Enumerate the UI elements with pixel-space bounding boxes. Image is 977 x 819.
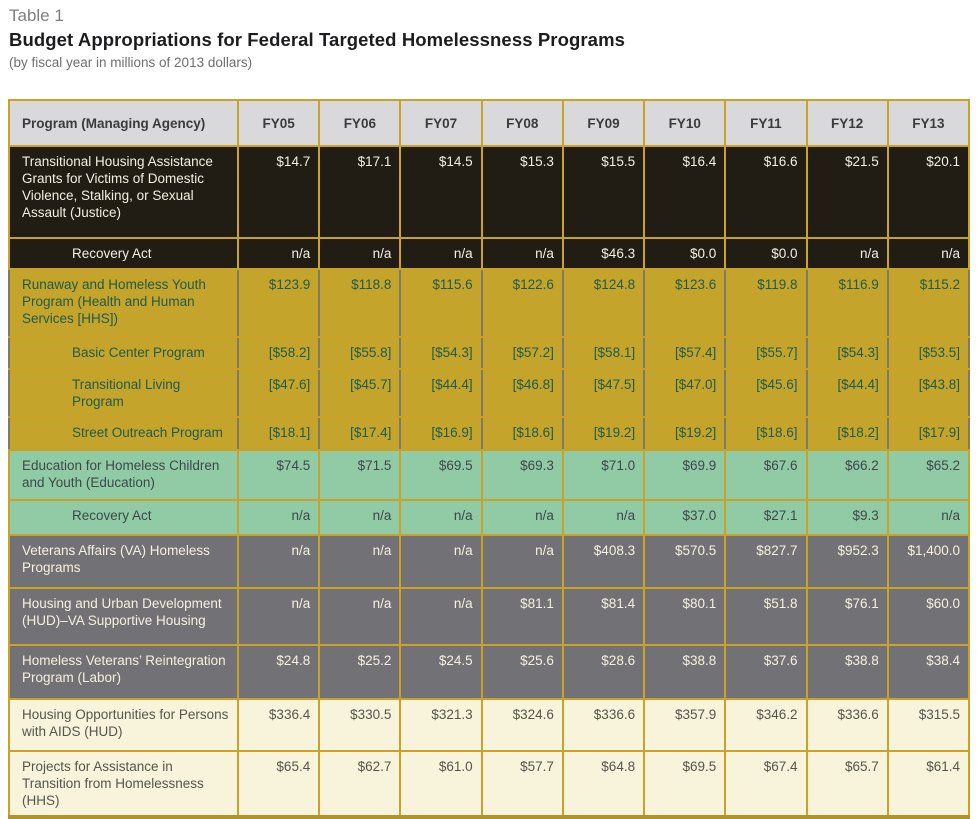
value-cell: $81.4 <box>563 588 644 645</box>
value-cell: $74.5 <box>238 450 319 500</box>
table-row <box>9 588 969 645</box>
value-cell: $28.6 <box>563 645 644 699</box>
value-cell: n/a <box>482 238 563 269</box>
value-cell: $25.2 <box>319 645 400 699</box>
value-cell: $124.8 <box>563 269 644 337</box>
value-cell: [$45.7] <box>319 369 400 417</box>
page-subtitle: (by fiscal year in millions of 2013 dollars) <box>9 55 253 70</box>
value-cell: $122.6 <box>482 269 563 337</box>
table-number: Table 1 <box>9 6 64 25</box>
value-cell: $15.5 <box>563 146 644 238</box>
value-cell: [$19.2] <box>563 417 644 450</box>
value-cell: $61.0 <box>400 751 481 817</box>
value-cell: $357.9 <box>644 699 725 751</box>
column-header-fy05: FY05 <box>238 100 319 146</box>
column-header-fy10: FY10 <box>644 100 725 146</box>
value-cell: [$47.6] <box>238 369 319 417</box>
value-cell: $76.1 <box>807 588 888 645</box>
value-cell: n/a <box>400 535 481 588</box>
column-header-program: Program (Managing Agency) <box>9 100 238 146</box>
table-row <box>9 450 969 500</box>
value-cell: $115.2 <box>888 269 969 337</box>
value-cell: $24.5 <box>400 645 481 699</box>
page-title: Budget Appropriations for Federal Targeted Homelessness Programs <box>9 29 626 50</box>
caption-block <box>9 6 969 70</box>
value-cell: $69.5 <box>644 751 725 817</box>
program-label-cell: Basic Center Program <box>9 337 238 369</box>
value-cell: $315.5 <box>888 699 969 751</box>
column-header-fy07: FY07 <box>400 100 481 146</box>
value-cell: $69.9 <box>644 450 725 500</box>
value-cell: $336.4 <box>238 699 319 751</box>
program-label-cell: Housing Opportunities for Persons with AIDS (HUD) <box>9 699 238 751</box>
value-cell: n/a <box>563 500 644 535</box>
value-cell: $51.8 <box>725 588 806 645</box>
value-cell: [$57.4] <box>644 337 725 369</box>
value-cell: $37.0 <box>644 500 725 535</box>
table-row <box>9 417 969 450</box>
value-cell: $61.4 <box>888 751 969 817</box>
value-cell: $324.6 <box>482 699 563 751</box>
value-cell: $38.8 <box>807 645 888 699</box>
program-label-cell: Recovery Act <box>9 238 238 269</box>
program-label-cell: Transitional Housing Assistance Grants for Victims of Domestic Violence, Stalking, or Sexual Assault (Justice) <box>9 146 238 238</box>
budget-appropriations-table <box>8 99 970 819</box>
program-label-cell: Street Outreach Program <box>9 417 238 450</box>
value-cell: [$44.4] <box>807 369 888 417</box>
value-cell: $123.9 <box>238 269 319 337</box>
value-cell: $1,400.0 <box>888 535 969 588</box>
value-cell: n/a <box>482 535 563 588</box>
value-cell: [$18.2] <box>807 417 888 450</box>
column-header-fy13: FY13 <box>888 100 969 146</box>
table-row <box>9 238 969 269</box>
value-cell: $37.6 <box>725 645 806 699</box>
value-cell: [$58.1] <box>563 337 644 369</box>
program-label-cell: Housing and Urban Development (HUD)–VA Supportive Housing <box>9 588 238 645</box>
value-cell: n/a <box>319 500 400 535</box>
value-cell: $65.4 <box>238 751 319 817</box>
value-cell: [$57.2] <box>482 337 563 369</box>
value-cell: [$46.8] <box>482 369 563 417</box>
table-header <box>9 100 969 146</box>
table-row <box>9 645 969 699</box>
value-cell: [$58.2] <box>238 337 319 369</box>
value-cell: n/a <box>400 588 481 645</box>
value-cell: [$47.5] <box>563 369 644 417</box>
value-cell: $57.7 <box>482 751 563 817</box>
program-label-cell: Runaway and Homeless Youth Program (Health and Human Services [HHS]) <box>9 269 238 337</box>
value-cell: $14.5 <box>400 146 481 238</box>
value-cell: $69.3 <box>482 450 563 500</box>
value-cell: $65.2 <box>888 450 969 500</box>
value-cell: n/a <box>482 500 563 535</box>
value-cell: n/a <box>888 238 969 269</box>
value-cell: $81.1 <box>482 588 563 645</box>
table-row <box>9 535 969 588</box>
value-cell: [$17.9] <box>888 417 969 450</box>
value-cell: $336.6 <box>807 699 888 751</box>
value-cell: n/a <box>238 238 319 269</box>
value-cell: n/a <box>319 588 400 645</box>
value-cell: $60.0 <box>888 588 969 645</box>
value-cell: $0.0 <box>644 238 725 269</box>
value-cell: n/a <box>238 588 319 645</box>
table-row <box>9 699 969 751</box>
value-cell: $330.5 <box>319 699 400 751</box>
value-cell: [$55.7] <box>725 337 806 369</box>
value-cell: $20.1 <box>888 146 969 238</box>
value-cell: $24.8 <box>238 645 319 699</box>
column-header-fy11: FY11 <box>725 100 806 146</box>
value-cell: $17.1 <box>319 146 400 238</box>
value-cell: [$18.6] <box>482 417 563 450</box>
value-cell: $9.3 <box>807 500 888 535</box>
value-cell: $25.6 <box>482 645 563 699</box>
column-header-fy09: FY09 <box>563 100 644 146</box>
value-cell: $71.5 <box>319 450 400 500</box>
value-cell: n/a <box>807 238 888 269</box>
value-cell: n/a <box>319 535 400 588</box>
value-cell: $62.7 <box>319 751 400 817</box>
value-cell: $65.7 <box>807 751 888 817</box>
table-body <box>9 146 969 817</box>
program-label-cell: Transitional Living Program <box>9 369 238 417</box>
value-cell: [$16.9] <box>400 417 481 450</box>
value-cell: $321.3 <box>400 699 481 751</box>
value-cell: [$17.4] <box>319 417 400 450</box>
value-cell: $119.8 <box>725 269 806 337</box>
program-label-cell: Homeless Veterans’ Reintegration Program (Labor) <box>9 645 238 699</box>
value-cell: n/a <box>400 238 481 269</box>
column-header-fy08: FY08 <box>482 100 563 146</box>
table-row <box>9 369 969 417</box>
value-cell: $16.4 <box>644 146 725 238</box>
value-cell: $115.6 <box>400 269 481 337</box>
value-cell: $38.4 <box>888 645 969 699</box>
table-row <box>9 751 969 817</box>
value-cell: $66.2 <box>807 450 888 500</box>
value-cell: $118.8 <box>319 269 400 337</box>
table-row <box>9 337 969 369</box>
value-cell: [$43.8] <box>888 369 969 417</box>
value-cell: $67.6 <box>725 450 806 500</box>
column-header-fy06: FY06 <box>319 100 400 146</box>
value-cell: [$53.5] <box>888 337 969 369</box>
value-cell: [$45.6] <box>725 369 806 417</box>
value-cell: [$19.2] <box>644 417 725 450</box>
value-cell: $0.0 <box>725 238 806 269</box>
value-cell: $15.3 <box>482 146 563 238</box>
value-cell: $21.5 <box>807 146 888 238</box>
header-row <box>9 100 969 146</box>
value-cell: $570.5 <box>644 535 725 588</box>
value-cell: n/a <box>400 500 481 535</box>
value-cell: n/a <box>238 535 319 588</box>
value-cell: $827.7 <box>725 535 806 588</box>
value-cell: $123.6 <box>644 269 725 337</box>
value-cell: $346.2 <box>725 699 806 751</box>
value-cell: [$47.0] <box>644 369 725 417</box>
value-cell: $14.7 <box>238 146 319 238</box>
value-cell: [$18.1] <box>238 417 319 450</box>
value-cell: $46.3 <box>563 238 644 269</box>
value-cell: $952.3 <box>807 535 888 588</box>
program-label-cell: Projects for Assistance in Transition from Homelessness (HHS) <box>9 751 238 817</box>
program-label-cell: Veterans Affairs (VA) Homeless Programs <box>9 535 238 588</box>
table-row <box>9 146 969 238</box>
value-cell: $16.6 <box>725 146 806 238</box>
program-label-cell: Education for Homeless Children and Youth (Education) <box>9 450 238 500</box>
value-cell: n/a <box>888 500 969 535</box>
value-cell: $38.8 <box>644 645 725 699</box>
value-cell: n/a <box>319 238 400 269</box>
value-cell: [$44.4] <box>400 369 481 417</box>
value-cell: $408.3 <box>563 535 644 588</box>
value-cell: [$18.6] <box>725 417 806 450</box>
value-cell: $71.0 <box>563 450 644 500</box>
value-cell: [$54.3] <box>807 337 888 369</box>
value-cell: [$55.8] <box>319 337 400 369</box>
table-row <box>9 500 969 535</box>
value-cell: $69.5 <box>400 450 481 500</box>
value-cell: $336.6 <box>563 699 644 751</box>
program-label-cell: Recovery Act <box>9 500 238 535</box>
value-cell: $67.4 <box>725 751 806 817</box>
value-cell: $27.1 <box>725 500 806 535</box>
value-cell: $64.8 <box>563 751 644 817</box>
column-header-fy12: FY12 <box>807 100 888 146</box>
value-cell: $80.1 <box>644 588 725 645</box>
value-cell: n/a <box>238 500 319 535</box>
value-cell: [$54.3] <box>400 337 481 369</box>
table-row <box>9 269 969 337</box>
value-cell: $116.9 <box>807 269 888 337</box>
